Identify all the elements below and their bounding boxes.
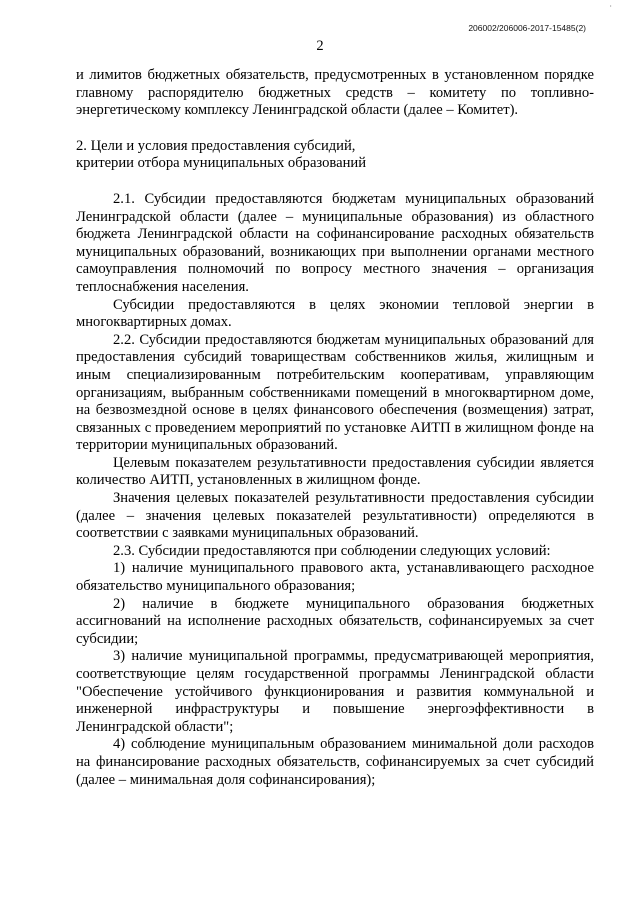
paragraph-subsidy-goal: Субсидии предоставляются в целях экономии тепловой энергии в многоквартирных домах. bbox=[76, 296, 594, 331]
intro-paragraph: и лимитов бюджетных обязательств, предусмотренных в установленном порядке главному распорядителю бюджетных средств – комитету по топливно-энергетическому комплексу Ленинградской области (далее – Комитет). bbox=[76, 67, 594, 119]
condition-4: 4) соблюдение муниципальным образованием минимальной доли расходов на финансирование расходных обязательств, софинансируемых за счет субсидий (далее – минимальная доля софинансирования); bbox=[76, 736, 594, 788]
page-content bbox=[76, 67, 594, 789]
page-number: 2 bbox=[316, 38, 324, 54]
condition-1: 1) наличие муниципального правового акта, устанавливающего расходное обязательство муниципального образования; bbox=[76, 560, 594, 595]
document-id: 206002/206006-2017-15485(2) bbox=[468, 23, 586, 33]
paragraph-target-indicator: Целевым показателем результативности предоставления субсидии является количество АИТП, установленных в жилищном фонде. bbox=[76, 454, 594, 489]
condition-2: 2) наличие в бюджете муниципального образования бюджетных ассигнований на исполнение расходных обязательств, софинансируемых за счет субсидии; bbox=[76, 595, 594, 647]
corner-mark: · bbox=[609, 2, 612, 11]
paragraph-indicator-values: Значения целевых показателей результативности предоставления субсидии (далее – значения целевых показателей результативности) определяются в соответствии с заявками муниципальных образований. bbox=[76, 490, 594, 542]
paragraph-2-3: 2.3. Субсидии предоставляются при соблюдении следующих условий: bbox=[113, 542, 551, 559]
section-title-line-2: критерии отбора муниципальных образований bbox=[76, 155, 367, 172]
paragraph-2-2: 2.2. Субсидии предоставляются бюджетам муниципальных образований для предоставления субсидий товариществам собственников жилья, жилищным и иным специализированным потребительским кооперативам, управляющим организациям, выбранным собственниками помещений в многоквартирном доме, на безвозмездной основе в целях финансового обеспечения (возмещения) затрат, связанных с проведением мероприятий по установке АИТП в жилищном фонде на территории муниципальных образований. bbox=[76, 331, 594, 454]
section-title-line-1: 2. Цели и условия предоставления субсидий, bbox=[76, 137, 356, 154]
condition-3: 3) наличие муниципальной программы, предусматривающей мероприятия, соответствующие целям государственной программы Ленинградской области "Обеспечение устойчивого функционирования и развития коммунальной и инженерной инфраструктуры и повышение энергоэффективности в Ленинградской области"; bbox=[76, 648, 594, 735]
paragraph-2-1: 2.1. Субсидии предоставляются бюджетам муниципальных образований Ленинградской области (далее – муниципальные образования) из областного бюджета Ленинградской области на софинансирование расходных обязательств муниципальных образований, возникающих при выполнении органами местного самоуправления полномочий по вопросу местного значения – организация теплоснабжения населения. bbox=[76, 190, 594, 295]
